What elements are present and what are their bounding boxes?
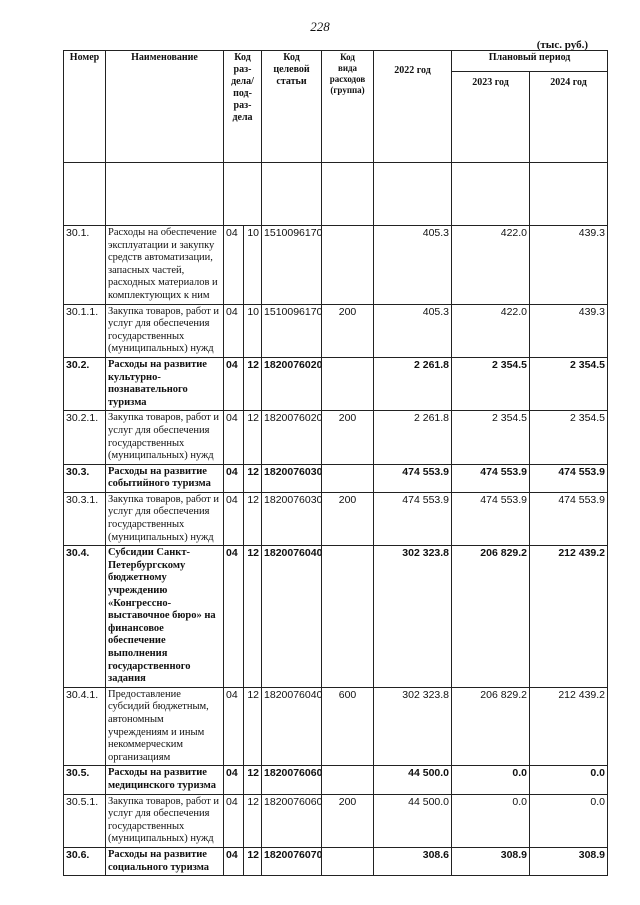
row-2023: 474 553.9	[452, 464, 530, 492]
header-2024: 2024 год	[530, 72, 608, 163]
table-row	[64, 687, 608, 766]
row-section: 04	[224, 226, 244, 305]
header-section: Код раз- дела/ под- раз- дела	[224, 51, 262, 163]
row-name: Расходы на развитие культурно-познавательного туризма	[106, 357, 224, 410]
row-kind-code	[322, 464, 374, 492]
row-name: Закупка товаров, работ и услуг для обеспечения государственных (муниципальных) нужд	[106, 411, 224, 464]
row-name: Расходы на развитие медицинского туризма	[106, 766, 224, 794]
row-2023: 0.0	[452, 766, 530, 794]
row-target-code: 1820076060	[262, 794, 322, 847]
table-row	[64, 357, 608, 410]
row-kind-code	[322, 226, 374, 305]
row-subsection: 12	[244, 847, 262, 875]
row-target-code: 1820076030	[262, 464, 322, 492]
row-2023: 206 829.2	[452, 687, 530, 766]
row-subsection: 12	[244, 464, 262, 492]
row-target-code: 1820076020	[262, 411, 322, 464]
row-2022: 474 553.9	[374, 492, 452, 545]
row-number: 30.2.	[64, 357, 106, 410]
budget-table	[63, 50, 608, 876]
row-2023: 422.0	[452, 226, 530, 305]
header-target: Код целевой статьи	[262, 51, 322, 163]
row-section: 04	[224, 847, 244, 875]
row-2022: 302 323.8	[374, 687, 452, 766]
row-2022: 474 553.9	[374, 464, 452, 492]
row-2022: 2 261.8	[374, 411, 452, 464]
page-number: 228	[310, 19, 330, 34]
row-number: 30.6.	[64, 847, 106, 875]
row-2023: 0.0	[452, 794, 530, 847]
table-body	[64, 226, 608, 876]
row-target-code: 1820076040	[262, 546, 322, 688]
row-kind-code	[322, 546, 374, 688]
row-kind-code: 200	[322, 411, 374, 464]
row-target-code: 1820076070	[262, 847, 322, 875]
row-name: Расходы на обеспечение эксплуатации и закупку средств автоматизации, запасных частей, расходных материалов и комплектующих к ним	[106, 226, 224, 305]
table-row	[64, 226, 608, 305]
row-2024: 0.0	[530, 794, 608, 847]
row-number: 30.1.	[64, 226, 106, 305]
row-2023: 206 829.2	[452, 546, 530, 688]
row-target-code: 1820076020	[262, 357, 322, 410]
header-plan-period: Плановый период	[452, 51, 608, 72]
row-2024: 2 354.5	[530, 411, 608, 464]
row-2024: 212 439.2	[530, 546, 608, 688]
row-kind-code: 600	[322, 687, 374, 766]
row-2022: 44 500.0	[374, 794, 452, 847]
row-2024: 474 553.9	[530, 464, 608, 492]
table-header	[64, 51, 608, 226]
row-target-code: 1820076030	[262, 492, 322, 545]
row-2024: 212 439.2	[530, 687, 608, 766]
row-section: 04	[224, 794, 244, 847]
row-section: 04	[224, 546, 244, 688]
row-section: 04	[224, 357, 244, 410]
row-name: Предоставление субсидий бюджетным, автономным учреждениям и иным некоммерческим организациям	[106, 687, 224, 766]
row-name: Расходы на развитие событийного туризма	[106, 464, 224, 492]
row-2024: 0.0	[530, 766, 608, 794]
header-2022: 2022 год	[374, 51, 452, 163]
row-kind-code	[322, 357, 374, 410]
row-number: 30.4.	[64, 546, 106, 688]
row-section: 04	[224, 304, 244, 357]
row-number: 30.3.	[64, 464, 106, 492]
row-subsection: 10	[244, 304, 262, 357]
row-2022: 405.3	[374, 226, 452, 305]
row-number: 30.2.1.	[64, 411, 106, 464]
header-number: Номер	[64, 51, 106, 163]
row-kind-code	[322, 847, 374, 875]
row-kind-code: 200	[322, 304, 374, 357]
row-name: Закупка товаров, работ и услуг для обеспечения государственных (муниципальных) нужд	[106, 492, 224, 545]
row-target-code: 1510096170	[262, 226, 322, 305]
row-2023: 308.9	[452, 847, 530, 875]
row-section: 04	[224, 464, 244, 492]
row-subsection: 12	[244, 411, 262, 464]
row-2024: 439.3	[530, 226, 608, 305]
row-number: 30.4.1.	[64, 687, 106, 766]
row-name: Закупка товаров, работ и услуг для обеспечения государственных (муниципальных) нужд	[106, 304, 224, 357]
row-number: 30.5.	[64, 766, 106, 794]
row-name: Закупка товаров, работ и услуг для обеспечения государственных (муниципальных) нужд	[106, 794, 224, 847]
table-row	[64, 546, 608, 688]
row-2022: 44 500.0	[374, 766, 452, 794]
row-kind-code: 200	[322, 492, 374, 545]
row-2023: 422.0	[452, 304, 530, 357]
row-name: Субсидии Санкт-Петербургскому бюджетному учреждению «Конгрессно-выставочное бюро» на финансовое обеспечение выполнения государственного задания	[106, 546, 224, 688]
row-kind-code	[322, 766, 374, 794]
row-2022: 308.6	[374, 847, 452, 875]
row-number: 30.1.1.	[64, 304, 106, 357]
table-row	[64, 794, 608, 847]
row-section: 04	[224, 411, 244, 464]
row-subsection: 12	[244, 492, 262, 545]
header-name: Наименование	[106, 51, 224, 163]
table-row	[64, 411, 608, 464]
row-2023: 2 354.5	[452, 357, 530, 410]
table-row	[64, 847, 608, 875]
table-row	[64, 464, 608, 492]
row-section: 04	[224, 687, 244, 766]
row-name: Расходы на развитие социального туризма	[106, 847, 224, 875]
row-2023: 474 553.9	[452, 492, 530, 545]
row-kind-code: 200	[322, 794, 374, 847]
row-subsection: 12	[244, 546, 262, 688]
header-kind: Код вида расходов (группа)	[322, 51, 374, 163]
row-2024: 2 354.5	[530, 357, 608, 410]
row-2023: 2 354.5	[452, 411, 530, 464]
row-number: 30.3.1.	[64, 492, 106, 545]
row-number: 30.5.1.	[64, 794, 106, 847]
row-target-code: 1510096170	[262, 304, 322, 357]
row-target-code: 1820076060	[262, 766, 322, 794]
row-section: 04	[224, 492, 244, 545]
header-2023: 2023 год	[452, 72, 530, 163]
row-subsection: 12	[244, 357, 262, 410]
row-subsection: 12	[244, 794, 262, 847]
row-subsection: 12	[244, 687, 262, 766]
row-2022: 405.3	[374, 304, 452, 357]
table-row	[64, 766, 608, 794]
units-label: (тыс. руб.)	[536, 39, 588, 51]
row-subsection: 10	[244, 226, 262, 305]
row-2022: 2 261.8	[374, 357, 452, 410]
row-section: 04	[224, 766, 244, 794]
row-2022: 302 323.8	[374, 546, 452, 688]
row-target-code: 1820076040	[262, 687, 322, 766]
row-2024: 308.9	[530, 847, 608, 875]
row-subsection: 12	[244, 766, 262, 794]
table-row	[64, 304, 608, 357]
row-2024: 474 553.9	[530, 492, 608, 545]
row-2024: 439.3	[530, 304, 608, 357]
table-row	[64, 492, 608, 545]
